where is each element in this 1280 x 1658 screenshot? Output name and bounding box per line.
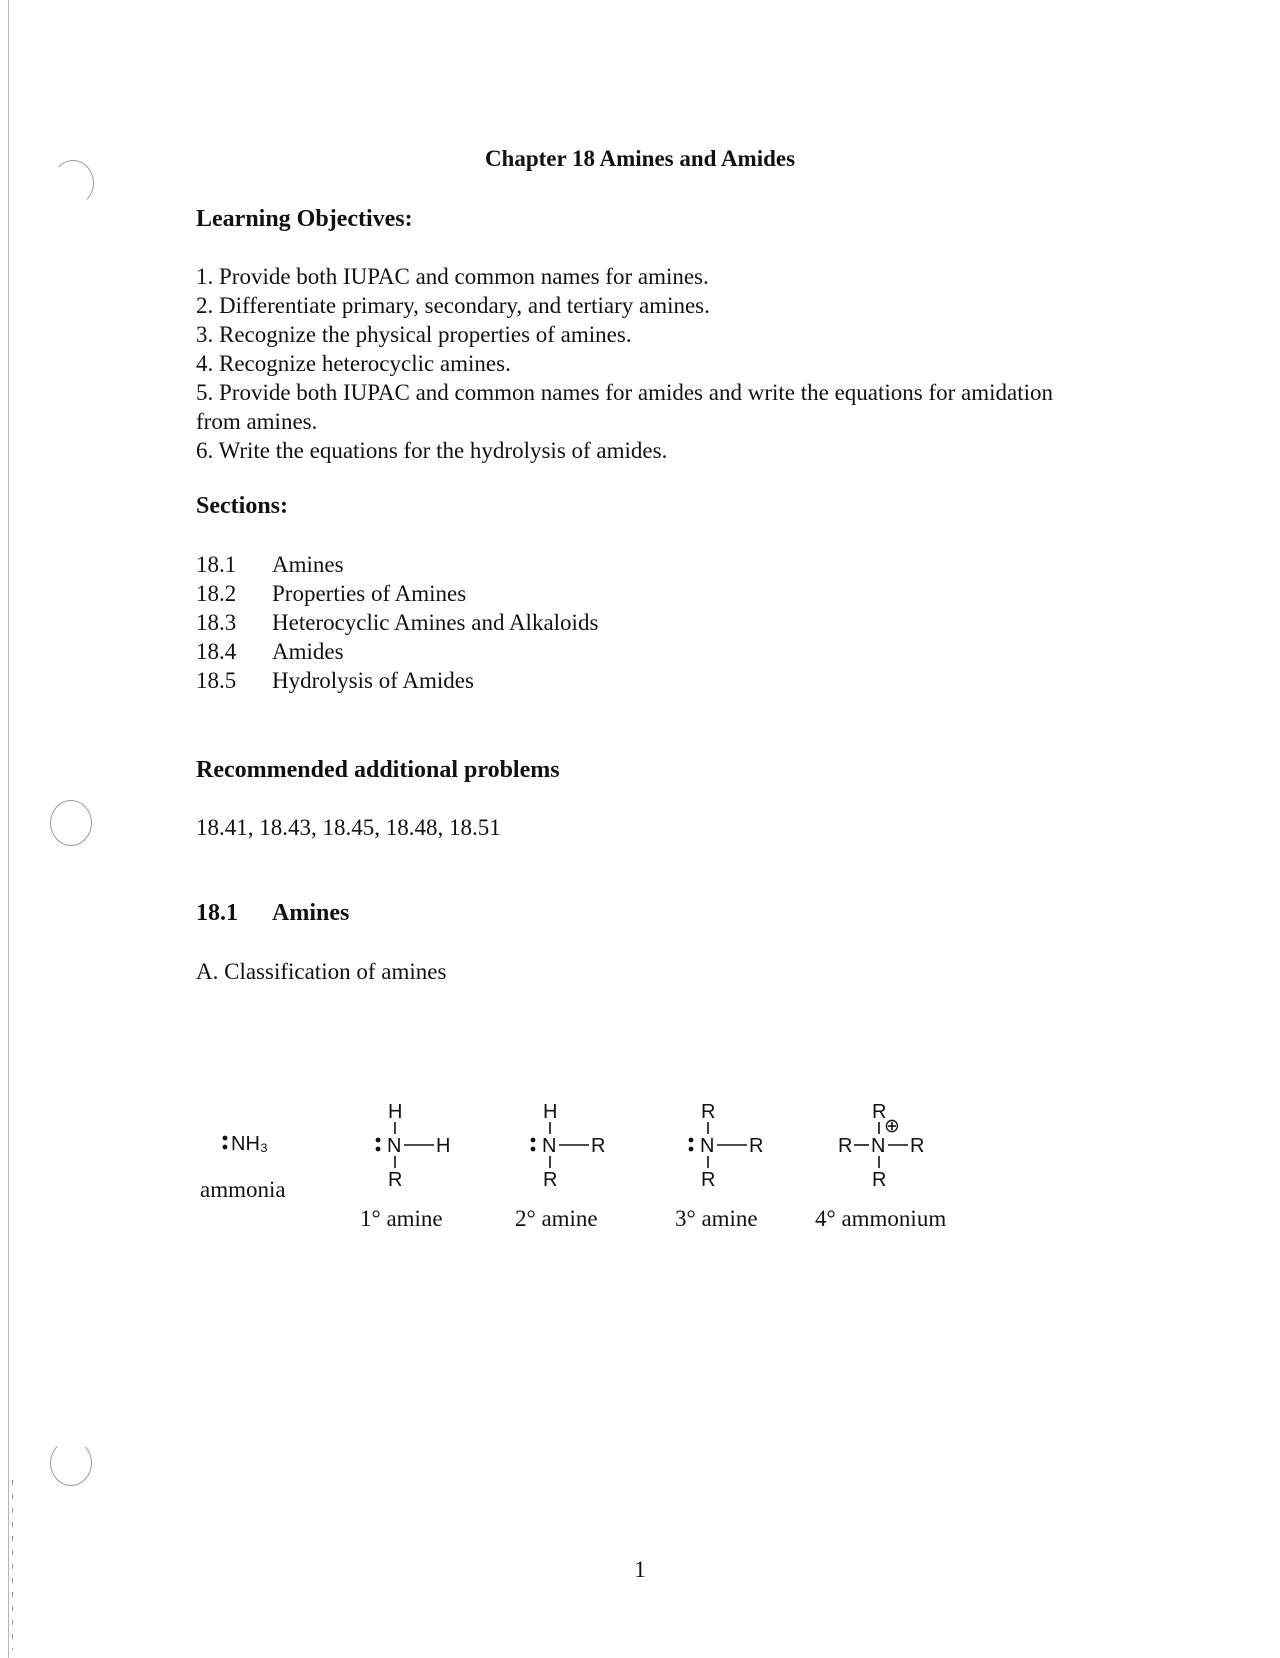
section-18-1-title: Amines [272,900,350,926]
learning-objectives-list [196,262,1076,465]
section-title: Hydrolysis of Amides [272,668,474,693]
ammonia-formula: NH₃ [231,1133,269,1155]
quaternary-bottom-atom: R [872,1169,887,1191]
classification-subheading: A. Classification of amines [196,959,447,984]
section-title: Heterocyclic Amines and Alkaloids [272,610,599,635]
tertiary-amine-caption: 3° amine [675,1206,758,1231]
sections-heading: Sections: [196,493,288,519]
primary-nitrogen: N [387,1135,402,1157]
section-title: Properties of Amines [272,581,467,606]
quaternary-ammonium-caption: 4° ammonium [815,1206,947,1231]
binder-hole-bottom [50,1440,92,1486]
section-title: Amines [272,552,344,577]
section-18-1-number: 18.1 [196,900,238,926]
lone-pair-dot [376,1147,381,1152]
primary-bottom-atom: R [388,1169,403,1191]
quaternary-left-atom: R [838,1135,853,1157]
objective-item: 2. Differentiate primary, secondary, and tertiary amines. [196,293,710,318]
primary-right-atom: H [436,1135,451,1157]
learning-objectives-heading: Learning Objectives: [196,206,413,232]
tertiary-right-atom: R [749,1135,764,1157]
secondary-nitrogen: N [542,1135,557,1157]
objective-item: 3. Recognize the physical properties of amines. [196,322,632,347]
section-title: Amides [272,639,344,664]
section-row [196,608,598,637]
scan-edge-line [8,0,9,1658]
page-number: 1 [634,1557,646,1582]
secondary-bottom-atom: R [543,1169,558,1191]
objective-item: 1. Provide both IUPAC and common names for amines. [196,264,709,289]
section-row [196,637,598,666]
primary-top-atom: H [388,1101,403,1123]
section-number: 18.1 [196,552,237,577]
ammonia-structure [215,1128,285,1158]
lone-pair-dot [689,1147,694,1152]
secondary-top-atom: H [543,1101,558,1123]
sections-list [196,550,598,695]
section-number: 18.5 [196,668,237,693]
lone-pair-dot [376,1138,381,1143]
section-row [196,579,598,608]
primary-amine-structure [370,1100,470,1200]
ammonia-caption: ammonia [200,1177,286,1202]
quaternary-right-atom: R [910,1135,925,1157]
section-row [196,550,598,579]
lone-pair-dot [223,1136,228,1141]
section-number: 18.2 [196,581,237,606]
tertiary-bottom-atom: R [701,1169,716,1191]
quaternary-top-atom: R [872,1101,887,1123]
positive-charge-icon: ⊕ [884,1116,900,1137]
lone-pair-dot [689,1138,694,1143]
recommended-problems-heading: Recommended additional problems [196,757,560,783]
section-number: 18.4 [196,639,237,664]
recommended-problems-list: 18.41, 18.43, 18.45, 18.48, 18.51 [196,815,501,840]
objective-item: 6. Write the equations for the hydrolysis of amides. [196,438,668,463]
quaternary-ammonium-structure [838,1100,958,1200]
secondary-amine-caption: 2° amine [515,1206,598,1231]
lone-pair-dot [223,1145,228,1150]
quaternary-nitrogen: N [871,1135,886,1157]
binder-hole-middle [50,800,92,846]
tertiary-amine-structure [683,1100,783,1200]
tertiary-nitrogen: N [700,1135,715,1157]
secondary-amine-structure [525,1100,625,1200]
secondary-right-atom: R [591,1135,606,1157]
chapter-title: Chapter 18 Amines and Amides [484,146,796,171]
primary-amine-caption: 1° amine [360,1206,443,1231]
objective-item: 5. Provide both IUPAC and common names for amides and write the equations for amidation from amines. [196,380,1054,434]
lone-pair-dot [531,1138,536,1143]
objective-item: 4. Recognize heterocyclic amines. [196,351,511,376]
tertiary-top-atom: R [701,1101,716,1123]
lone-pair-dot [531,1147,536,1152]
section-number: 18.3 [196,610,237,635]
section-row [196,666,598,695]
